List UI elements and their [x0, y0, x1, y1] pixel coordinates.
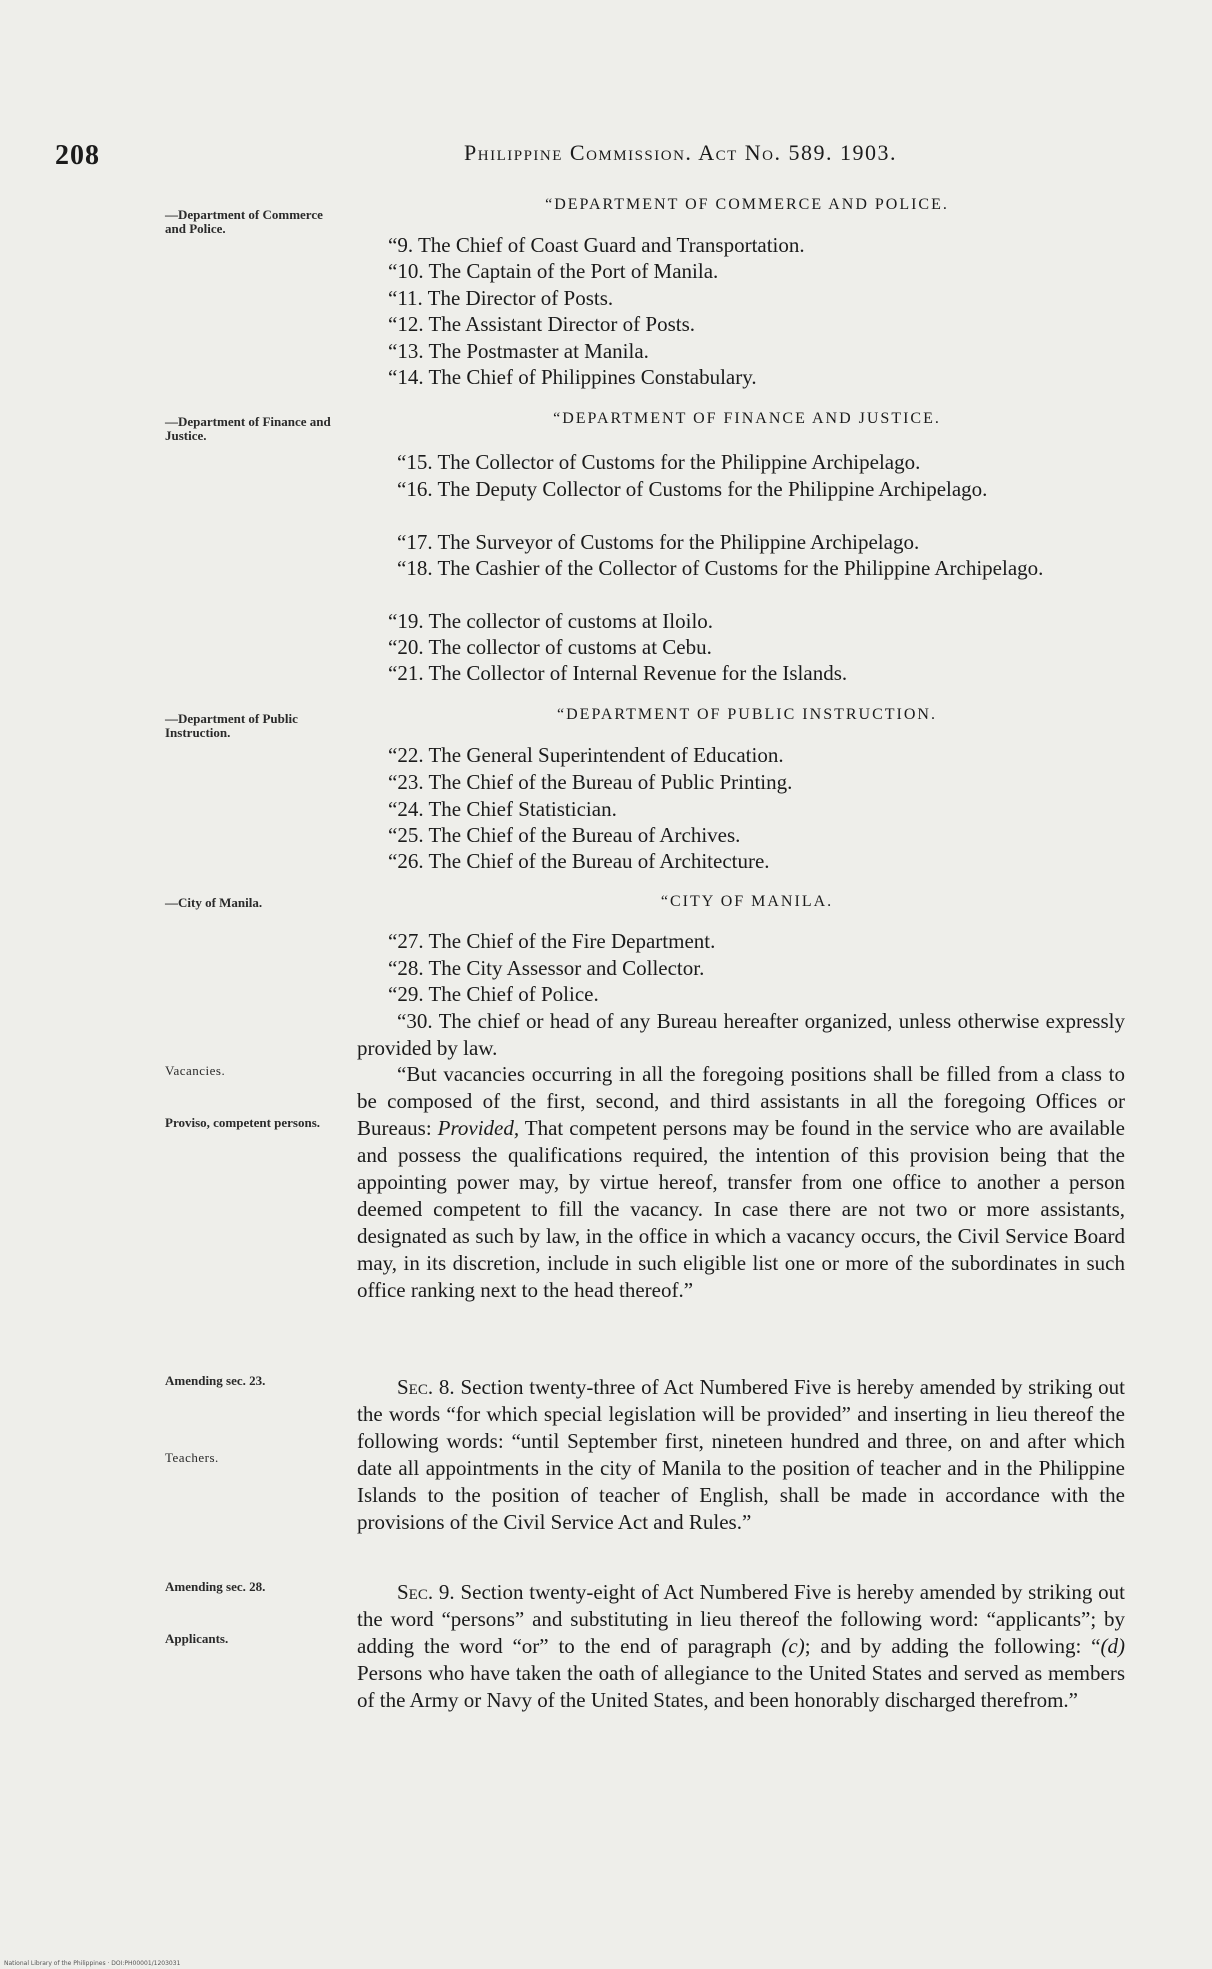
side-note-amending-sec-23: Amending sec. 23. — [165, 1373, 266, 1388]
section-8-label: Sec. 8. — [397, 1375, 455, 1399]
list-item: “10. The Captain of the Port of Manila. — [388, 259, 719, 283]
list-item: “9. The Chief of Coast Guard and Transportation. — [388, 233, 805, 257]
list-item: “14. The Chief of Philippines Constabulary. — [388, 365, 757, 389]
side-note-proviso: Proviso, competent persons. — [165, 1115, 321, 1130]
running-head: Philippine Commission. Act No. 589. 1903. — [464, 140, 897, 165]
list-item: “26. The Chief of the Bureau of Architecture. — [388, 849, 770, 873]
page-number: 208 — [55, 140, 100, 171]
scan-credit: National Library of the Philippines · DOI:PH00001/1203031 — [4, 1960, 181, 1967]
vacancies-text-continued: That competent persons may be found in the service who are available and possess the qualifications required, the intention of this provision being that the appointing power may, by virtue hereof, transfer from one office to another a person deemed competent to fill the vacancy. In case there are not two or more assistants, designated as such by law, in the office in which a vacancy occurs, the Civil Service Board may, in its discretion, include in such eligible list one or more of the subordinates in such office ranking next to the head thereof.” — [357, 1116, 1125, 1302]
list-item: “22. The General Superintendent of Education. — [388, 743, 784, 767]
side-note-vacancies: Vacancies. — [165, 1063, 226, 1078]
side-note-teachers: Teachers. — [165, 1450, 219, 1465]
section-9-paragraph — [357, 1579, 1125, 1714]
list-item: “30. The chief or head of any Bureau hereafter organized, unless otherwise expressly provided by law. — [357, 1009, 1125, 1060]
side-note-amending-sec-28: Amending sec. 28. — [165, 1579, 266, 1594]
list-item: “12. The Assistant Director of Posts. — [388, 312, 696, 336]
side-note-public-instruction: —Department of Public Instruction. — [165, 711, 298, 740]
provided-italic: Provided, — [437, 1116, 520, 1140]
section-8-paragraph — [357, 1374, 1125, 1536]
list-item: “13. The Postmaster at Manila. — [388, 339, 649, 363]
list-item: “19. The collector of customs at Iloilo. — [388, 609, 714, 633]
list-item: “16. The Deputy Collector of Customs for the Philippine Archipelago. — [397, 477, 988, 501]
side-note-applicants: Applicants. — [165, 1631, 229, 1646]
side-note-finance-justice: —Department of Finance and Justice. — [165, 414, 331, 443]
section-heading-commerce-police: “DEPARTMENT OF COMMERCE AND POLICE. — [545, 196, 949, 213]
paragraph-c-label: (c) — [781, 1634, 805, 1658]
side-note-city-of-manila: —City of Manila. — [165, 895, 263, 910]
list-item: “18. The Cashier of the Collector of Customs for the Philippine Archipelago. — [397, 556, 1044, 580]
section-9-label: Sec. 9. — [397, 1580, 455, 1604]
list-item: “15. The Collector of Customs for the Philippine Archipelago. — [397, 450, 921, 474]
section-heading-finance-justice: “DEPARTMENT OF FINANCE AND JUSTICE. — [553, 410, 941, 427]
list-item: “24. The Chief Statistician. — [388, 797, 617, 821]
side-note-commerce-police: —Department of Commerce and Police. — [165, 207, 323, 236]
section-heading-public-instruction: “DEPARTMENT OF PUBLIC INSTRUCTION. — [557, 706, 937, 723]
vacancies-text: “But vacancies occurring in all the foregoing positions shall be filled from a class to be composed of the first, second, and third assistants in all the foregoing Offices or Bureaus: — [357, 1062, 1125, 1140]
list-item: “27. The Chief of the Fire Department. — [388, 929, 716, 953]
section-9-text-continued: ; and by adding the following: “ — [804, 1634, 1101, 1658]
paragraph-d-label: (d) — [1100, 1634, 1125, 1658]
list-item: “28. The City Assessor and Collector. — [388, 956, 705, 980]
list-item: “29. The Chief of Police. — [388, 982, 599, 1006]
list-item: “21. The Collector of Internal Revenue for the Islands. — [388, 661, 848, 685]
section-9-text-final: Persons who have taken the oath of allegiance to the United States and served as members of the Army or Navy of the United States, and been honorably discharged therefrom.” — [357, 1661, 1125, 1712]
vacancies-paragraph — [357, 1061, 1125, 1304]
list-item: “25. The Chief of the Bureau of Archives. — [388, 823, 741, 847]
section-8-text: Section twenty-three of Act Numbered Five is hereby amended by striking out the words “for which special legislation will be provided” and inserting in lieu thereof the following words: “until September first, nineteen hundred and three, on and after which date all appointments in the city of Manila to the position of teacher and in the Philippine Islands to the position of teacher of English, shall be made in accordance with the provisions of the Civil Service Act and Rules.” — [357, 1375, 1125, 1534]
section-heading-city-of-manila: “CITY OF MANILA. — [660, 893, 834, 910]
list-item: “17. The Surveyor of Customs for the Philippine Archipelago. — [397, 530, 920, 554]
list-item: “11. The Director of Posts. — [388, 286, 614, 310]
section-9-text: Section twenty-eight of Act Numbered Five is hereby amended by striking out the word “persons” and substituting in lieu thereof the following word: “applicants”; by adding the word “or” to the end of paragraph — [357, 1580, 1125, 1658]
list-item: “20. The collector of customs at Cebu. — [388, 635, 712, 659]
list-item: “23. The Chief of the Bureau of Public Printing. — [388, 770, 793, 794]
